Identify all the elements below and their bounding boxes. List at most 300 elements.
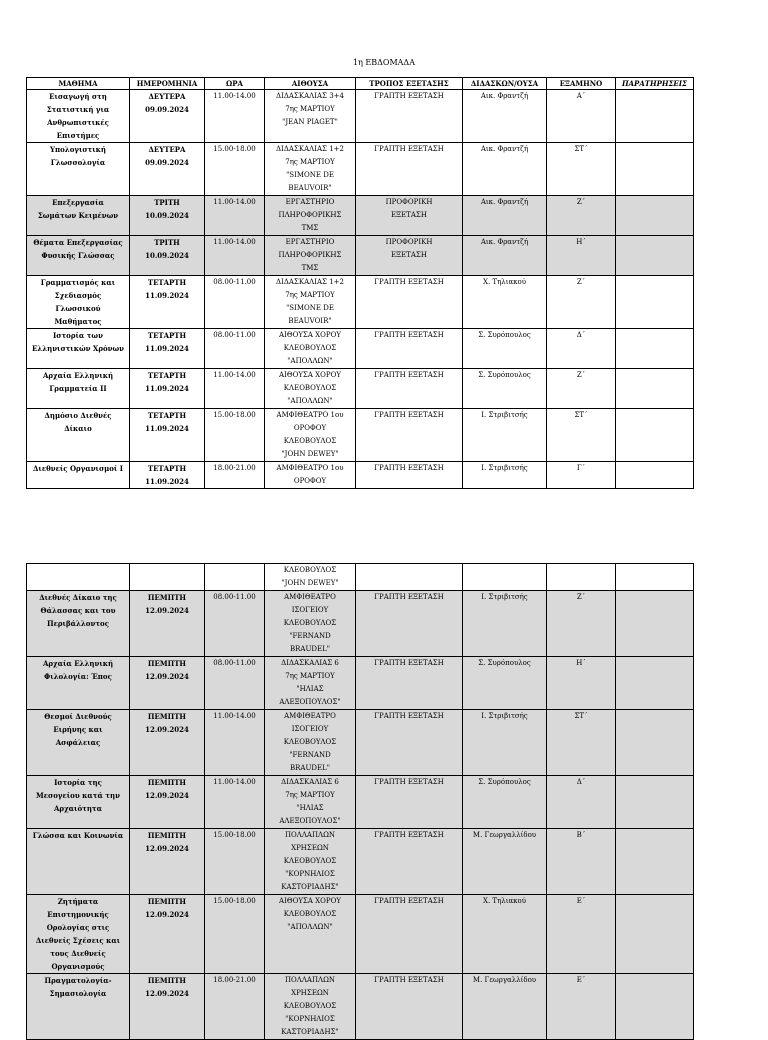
time-cell: 08.00-11.00	[205, 329, 265, 369]
semester-cell: Ε΄	[547, 895, 616, 974]
room-cell-line: "JEAN PIAGET"	[282, 118, 338, 126]
date-cell	[130, 409, 205, 462]
column-header-notes: ΠΑΡΑΤΗΡΗΣΕΙΣ	[616, 78, 694, 90]
date-text: 11.09.2024	[145, 477, 189, 486]
room-cell-line: 7ης ΜΑΡΤΙΟΥ	[285, 791, 335, 799]
room-cell-line: ΑΜΦΙΘΕΑΤΡΟ	[284, 712, 336, 720]
room-cell-line: ΚΛΕΟΒΟΥΛΟΣ	[283, 344, 337, 352]
column-header-date: ΗΜΕΡΟΜΗΝΙΑ	[130, 78, 205, 90]
room-cell-line: BEAUVOIR"	[288, 317, 332, 325]
notes-cell	[616, 369, 694, 409]
room-cell	[265, 829, 356, 895]
notes-cell	[616, 829, 694, 895]
subject-cell-line: Γλώσσα και Κοινωνία	[32, 831, 124, 840]
room-cell-line: ΑΜΦΙΘΕΑΤΡΟ 1ου	[276, 464, 344, 472]
table-row	[27, 564, 694, 591]
table-row	[27, 829, 694, 895]
weekday-text: ΤΕΤΑΡΤΗ	[147, 411, 187, 420]
weekday-text: ΠΕΜΠΤΗ	[147, 778, 187, 787]
table-row	[27, 462, 694, 489]
date-cell	[130, 974, 205, 1040]
room-cell-line: 7ης ΜΑΡΤΙΟΥ	[285, 291, 335, 299]
date-cell	[130, 564, 205, 591]
subject-cell	[27, 369, 130, 409]
exam-mode-cell-line: ΓΡΑΠΤΗ ΕΞΕΤΑΣΗ	[374, 593, 444, 601]
weekday-text: ΠΕΜΠΤΗ	[147, 593, 187, 602]
time-cell: 08.00-11.00	[205, 591, 265, 657]
room-cell-line: ΔΙΔΑΣΚΑΛΙΑΣ 1+2	[276, 278, 344, 286]
room-cell	[265, 329, 356, 369]
column-header-room: ΑΙΘΟΥΣΑ	[265, 78, 356, 90]
table-row	[27, 409, 694, 462]
teacher-cell: Αικ. Φραντζή	[463, 90, 547, 143]
room-cell-line: ΚΛΕΟΒΟΥΛΟΣ	[283, 910, 337, 918]
exam-mode-cell-line: ΓΡΑΠΤΗ ΕΞΕΤΑΣΗ	[374, 92, 444, 100]
room-cell-line: "JOHN DEWEY"	[281, 450, 339, 458]
subject-cell	[27, 564, 130, 591]
subject-cell	[27, 710, 130, 776]
room-cell-line: "ΚΟΡΝΗΛΙΟΣ	[285, 1015, 335, 1023]
time-cell: 18.00-21.00	[205, 974, 265, 1040]
table-row	[27, 329, 694, 369]
room-cell	[265, 369, 356, 409]
time-cell: 11.00-14.00	[205, 710, 265, 776]
semester-cell: Α΄	[547, 90, 616, 143]
date-text: 10.09.2024	[145, 251, 189, 260]
time-cell: 08.00-11.00	[205, 657, 265, 710]
subject-cell-line: Μαθήματος	[54, 317, 102, 326]
time-cell: 11.00-14.00	[205, 196, 265, 236]
room-cell	[265, 236, 356, 276]
subject-cell	[27, 90, 130, 143]
exam-mode-cell-line: ΓΡΑΠΤΗ ΕΞΕΤΑΣΗ	[374, 659, 444, 667]
date-cell	[130, 369, 205, 409]
notes-cell	[616, 895, 694, 974]
subject-cell-line: Αρχαιότητα	[53, 804, 103, 813]
weekday-text: ΔΕΥΤΕΡΑ	[148, 92, 186, 101]
room-cell-line: "ΗΛΙΑΣ	[296, 685, 324, 693]
subject-cell-line: Ανθρωπιστικές	[47, 118, 109, 127]
subject-cell-line: Στατιστική για	[46, 105, 110, 114]
teacher-cell: Σ. Συρόπουλος	[463, 776, 547, 829]
subject-cell-line: Εισαγωγή στη	[49, 92, 107, 101]
date-text: 10.09.2024	[145, 211, 189, 220]
subject-cell	[27, 657, 130, 710]
subject-cell	[27, 329, 130, 369]
teacher-cell: Αικ. Φραντζή	[463, 236, 547, 276]
weekday-text: ΠΕΜΠΤΗ	[147, 897, 187, 906]
subject-cell	[27, 143, 130, 196]
subject-cell-line: Ορολογίας στις	[46, 923, 110, 932]
exam-mode-cell-line: ΓΡΑΠΤΗ ΕΞΕΤΑΣΗ	[374, 331, 444, 339]
room-cell-line: 7ης ΜΑΡΤΙΟΥ	[285, 105, 335, 113]
date-text: 12.09.2024	[145, 989, 189, 998]
table-row	[27, 591, 694, 657]
time-cell: 18.00-21.00	[205, 462, 265, 489]
weekday-text: ΤΕΤΑΡΤΗ	[147, 464, 187, 473]
notes-cell	[616, 462, 694, 489]
table-row	[27, 90, 694, 143]
semester-cell: Β΄	[547, 829, 616, 895]
room-cell-line: ΑΙΘΟΥΣΑ ΧΟΡΟΥ	[279, 897, 341, 905]
exam-mode-cell	[356, 776, 463, 829]
room-cell	[265, 895, 356, 974]
notes-cell	[616, 276, 694, 329]
teacher-cell: Ι. Στριβιτσής	[463, 462, 547, 489]
subject-cell-line: Ειρήνης και	[53, 725, 103, 734]
semester-cell: Ζ΄	[547, 369, 616, 409]
room-cell	[265, 564, 356, 591]
notes-cell	[616, 196, 694, 236]
room-cell-line: "ΑΠΟΛΛΩΝ"	[287, 357, 333, 365]
notes-cell	[616, 409, 694, 462]
subject-cell-line: Γραμματισμός και	[40, 278, 116, 287]
table-header-row	[27, 78, 694, 90]
exam-mode-cell	[356, 90, 463, 143]
semester-cell: Γ΄	[547, 462, 616, 489]
exam-mode-cell-line: ΓΡΑΠΤΗ ΕΞΕΤΑΣΗ	[374, 371, 444, 379]
teacher-cell: Αικ. Φραντζή	[463, 143, 547, 196]
subject-cell-line: Οργανισμούς	[51, 962, 105, 971]
exam-mode-cell-line: ΓΡΑΠΤΗ ΕΞΕΤΑΣΗ	[374, 976, 444, 984]
notes-cell	[616, 657, 694, 710]
semester-cell: Δ΄	[547, 776, 616, 829]
table-row	[27, 276, 694, 329]
date-text: 12.09.2024	[145, 725, 189, 734]
teacher-cell: Μ. Γεωργαλλίδου	[463, 974, 547, 1040]
room-cell-line: ΠΟΛΛΑΠΛΩΝ	[284, 831, 336, 839]
date-text: 12.09.2024	[145, 844, 189, 853]
exam-mode-cell-line: ΓΡΑΠΤΗ ΕΞΕΤΑΣΗ	[374, 712, 444, 720]
exam-mode-cell	[356, 591, 463, 657]
column-header-time: ΩΡΑ	[205, 78, 265, 90]
subject-cell-line: Δίκαιο	[64, 424, 92, 433]
room-cell-line: ΚΛΕΟΒΟΥΛΟΣ	[283, 437, 337, 445]
table-row	[27, 657, 694, 710]
time-cell: 11.00-14.00	[205, 90, 265, 143]
room-cell	[265, 276, 356, 329]
teacher-cell: Ι. Στριβιτσής	[463, 409, 547, 462]
exam-mode-cell	[356, 895, 463, 974]
weekday-text: ΠΕΜΠΤΗ	[147, 712, 187, 721]
date-cell	[130, 710, 205, 776]
exam-mode-cell-line: ΕΞΕΤΑΣΗ	[391, 211, 427, 219]
date-cell	[130, 276, 205, 329]
room-cell-line: ΑΜΦΙΘΕΑΤΡΟ 1ου	[276, 411, 344, 419]
room-cell	[265, 143, 356, 196]
semester-cell: Ζ΄	[547, 276, 616, 329]
exam-mode-cell	[356, 710, 463, 776]
room-cell-line: BRAUDEL"	[290, 645, 330, 653]
date-text: 09.09.2024	[145, 158, 189, 167]
date-text: 12.09.2024	[145, 672, 189, 681]
semester-cell: Ε΄	[547, 974, 616, 1040]
semester-cell: Ζ΄	[547, 591, 616, 657]
room-cell	[265, 90, 356, 143]
subject-cell-line: Ιστορία της	[54, 778, 102, 787]
teacher-cell: Σ. Συρόπουλος	[463, 329, 547, 369]
room-cell-line: ΠΛΗΡΟΦΟΡΙΚΗΣ	[278, 211, 342, 219]
room-cell-line: ΚΑΣΤΟΡΙΑΔΗΣ"	[281, 1028, 339, 1036]
date-cell	[130, 895, 205, 974]
exam-mode-cell	[356, 143, 463, 196]
subject-cell-line: Επιστήμες	[56, 131, 100, 140]
exam-mode-cell	[356, 829, 463, 895]
exam-schedule-table-continued	[26, 563, 694, 1040]
room-cell-line: "JOHN DEWEY"	[281, 579, 339, 587]
room-cell-line: ΚΛΕΟΒΟΥΛΟΣ	[283, 619, 337, 627]
room-cell	[265, 591, 356, 657]
room-cell-line: 7ης ΜΑΡΤΙΟΥ	[285, 158, 335, 166]
subject-cell	[27, 196, 130, 236]
subject-cell	[27, 462, 130, 489]
weekday-text: ΠΕΜΠΤΗ	[147, 976, 187, 985]
column-header-semester: ΕΞΑΜΗΝΟ	[547, 78, 616, 90]
subject-cell	[27, 895, 130, 974]
exam-mode-cell-line: ΕΞΕΤΑΣΗ	[391, 251, 427, 259]
subject-cell-line: Θεσμοί Διεθνούς	[44, 712, 112, 721]
room-cell-line: ΧΡΗΣΕΩΝ	[291, 989, 329, 997]
room-cell-line: ΤΜΣ	[301, 224, 319, 232]
subject-cell	[27, 974, 130, 1040]
date-text: 11.09.2024	[145, 384, 189, 393]
room-cell-line: BRAUDEL"	[290, 764, 330, 772]
room-cell-line: ΚΛΕΟΒΟΥΛΟΣ	[283, 1002, 337, 1010]
semester-cell: Η΄	[547, 657, 616, 710]
time-cell: 15.00-18.00	[205, 143, 265, 196]
subject-cell-line: Φιλολογία: Έπος	[44, 672, 112, 681]
exam-mode-cell	[356, 369, 463, 409]
room-cell-line: ΑΛΕΞΟΠΟΥΛΟΣ"	[279, 698, 341, 706]
subject-cell-line: Σχεδιασμός	[54, 291, 102, 300]
room-cell-line: ΙΣΟΓΕΙΟΥ	[291, 725, 329, 733]
weekday-text: ΤΕΤΑΡΤΗ	[147, 331, 187, 340]
weekday-text: ΠΕΜΠΤΗ	[147, 831, 187, 840]
room-cell	[265, 657, 356, 710]
exam-mode-cell-line: ΠΡΟΦΟΡΙΚΗ	[385, 238, 433, 246]
room-cell	[265, 710, 356, 776]
exam-mode-cell	[356, 657, 463, 710]
column-header-teacher: ΔΙΔΑΣΚΩΝ/ΟΥΣΑ	[463, 78, 547, 90]
notes-cell	[616, 591, 694, 657]
exam-mode-cell	[356, 329, 463, 369]
weekday-text: ΔΕΥΤΕΡΑ	[148, 145, 186, 154]
table-row	[27, 196, 694, 236]
room-cell-line: ΚΛΕΟΒΟΥΛΟΣ	[283, 857, 337, 865]
table-row	[27, 143, 694, 196]
subject-cell-line: Μεσογείου κατά την	[36, 791, 120, 800]
exam-mode-cell	[356, 409, 463, 462]
date-cell	[130, 143, 205, 196]
table-row	[27, 776, 694, 829]
date-cell	[130, 591, 205, 657]
room-cell-line: ΟΡΟΦΟΥ	[293, 477, 327, 485]
room-cell-line: ΠΟΛΛΑΠΛΩΝ	[284, 976, 336, 984]
exam-mode-cell	[356, 564, 463, 591]
exam-mode-cell-line: ΓΡΑΠΤΗ ΕΞΕΤΑΣΗ	[374, 897, 444, 905]
semester-cell: ΣΤ΄	[547, 710, 616, 776]
room-cell	[265, 196, 356, 236]
room-cell-line: ΚΛΕΟΒΟΥΛΟΣ	[283, 566, 337, 574]
subject-cell-line: Σημασιολογία	[49, 989, 107, 998]
subject-cell-line: Θέματα Επεξεργασίας	[33, 238, 123, 247]
subject-cell-line: Επιστημονικής	[47, 910, 109, 919]
date-cell	[130, 657, 205, 710]
room-cell-line: ΚΑΣΤΟΡΙΑΔΗΣ"	[281, 883, 339, 891]
weekday-text: ΤΡΙΤΗ	[154, 238, 180, 247]
subject-cell-line: Επεξεργασία	[52, 198, 104, 207]
time-cell: 08.00-11.00	[205, 276, 265, 329]
room-cell-line: "ΑΠΟΛΛΩΝ"	[287, 397, 333, 405]
teacher-cell: Χ. Τηλιακού	[463, 895, 547, 974]
room-cell	[265, 462, 356, 489]
subject-cell-line: τους Διεθνείς	[50, 949, 106, 958]
room-cell-line: ΔΙΔΑΣΚΑΛΙΑΣ 3+4	[276, 92, 344, 100]
subject-cell-line: Περιβάλλοντος	[47, 619, 109, 628]
date-text: 12.09.2024	[145, 606, 189, 615]
subject-cell	[27, 409, 130, 462]
teacher-cell: Σ. Συρόπουλος	[463, 657, 547, 710]
exam-mode-cell-line: ΓΡΑΠΤΗ ΕΞΕΤΑΣΗ	[374, 778, 444, 786]
subject-cell-line: Γραμματεία ΙΙ	[49, 384, 107, 393]
weekday-text: ΤΕΤΑΡΤΗ	[147, 371, 187, 380]
notes-cell	[616, 710, 694, 776]
room-cell-line: ΑΛΕΞΟΠΟΥΛΟΣ"	[279, 817, 341, 825]
date-text: 12.09.2024	[145, 910, 189, 919]
date-cell	[130, 236, 205, 276]
date-cell	[130, 196, 205, 236]
room-cell-line: ΑΜΦΙΘΕΑΤΡΟ	[284, 593, 336, 601]
date-text: 11.09.2024	[145, 291, 189, 300]
notes-cell	[616, 143, 694, 196]
teacher-cell: Σ. Συρόπουλος	[463, 369, 547, 409]
room-cell-line: "FERNAND	[289, 751, 331, 759]
semester-cell: ΣΤ΄	[547, 143, 616, 196]
weekday-text: ΠΕΜΠΤΗ	[147, 659, 187, 668]
table-row	[27, 236, 694, 276]
room-cell-line: "ΑΠΟΛΛΩΝ"	[287, 923, 333, 931]
exam-mode-cell	[356, 276, 463, 329]
notes-cell	[616, 90, 694, 143]
table-body	[27, 564, 694, 1040]
room-cell-line: ΕΡΓΑΣΤΗΡΙΟ	[285, 238, 335, 246]
room-cell-line: ΚΛΕΟΒΟΥΛΟΣ	[283, 384, 337, 392]
time-cell: 15.00-18.00	[205, 895, 265, 974]
table-row	[27, 369, 694, 409]
exam-mode-cell-line: ΓΡΑΠΤΗ ΕΞΕΤΑΣΗ	[374, 831, 444, 839]
exam-mode-cell-line: ΓΡΑΠΤΗ ΕΞΕΤΑΣΗ	[374, 145, 444, 153]
exam-schedule-table	[26, 77, 694, 489]
notes-cell	[616, 974, 694, 1040]
exam-mode-cell-line: ΓΡΑΠΤΗ ΕΞΕΤΑΣΗ	[374, 464, 444, 472]
teacher-cell: Αικ. Φραντζή	[463, 196, 547, 236]
room-cell-line: ΤΜΣ	[301, 264, 319, 272]
date-text: 11.09.2024	[145, 424, 189, 433]
table-body	[27, 90, 694, 489]
document-title: 1η ΕΒΔΟΜΑΔΑ	[352, 58, 415, 67]
subject-cell-line: Γλωσσικού	[55, 304, 101, 313]
exam-mode-cell	[356, 196, 463, 236]
room-cell-line: ΙΣΟΓΕΙΟΥ	[291, 606, 329, 614]
semester-cell: Ζ΄	[547, 196, 616, 236]
subject-cell-line: Ασφάλειας	[55, 738, 101, 747]
room-cell-line: "FERNAND	[289, 632, 331, 640]
subject-cell-line: Θάλασσας και του	[40, 606, 116, 615]
exam-mode-cell	[356, 462, 463, 489]
room-cell	[265, 409, 356, 462]
subject-cell-line: Διεθνείς Σχέσεις και	[35, 936, 121, 945]
exam-mode-cell	[356, 974, 463, 1040]
table-row	[27, 710, 694, 776]
column-header-subject: ΜΑΘΗΜΑ	[27, 78, 130, 90]
semester-cell	[547, 564, 616, 591]
subject-cell	[27, 829, 130, 895]
room-cell-line: "SIMONE DE	[286, 304, 334, 312]
teacher-cell: Ι. Στριβιτσής	[463, 710, 547, 776]
subject-cell	[27, 776, 130, 829]
room-cell-line: ΑΙΘΟΥΣΑ ΧΟΡΟΥ	[279, 371, 341, 379]
column-header-exam-mode: ΤΡΟΠΟΣ ΕΞΕΤΑΣΗΣ	[356, 78, 463, 90]
date-text: 12.09.2024	[145, 791, 189, 800]
exam-mode-cell-line: ΓΡΑΠΤΗ ΕΞΕΤΑΣΗ	[374, 278, 444, 286]
teacher-cell: Ι. Στριβιτσής	[463, 591, 547, 657]
subject-cell-line: Ελληνιστικών Χρόνων	[31, 344, 125, 353]
teacher-cell: Χ. Τηλιακού	[463, 276, 547, 329]
subject-cell	[27, 236, 130, 276]
weekday-text: ΤΡΙΤΗ	[154, 198, 180, 207]
notes-cell	[616, 329, 694, 369]
time-cell: 11.00-14.00	[205, 369, 265, 409]
date-cell	[130, 776, 205, 829]
room-cell-line: ΔΙΔΑΣΚΑΛΙΑΣ 1+2	[276, 145, 344, 153]
subject-cell-line: Φυσικής Γλώσσας	[41, 251, 115, 260]
teacher-cell: Μ. Γεωργαλλίδου	[463, 829, 547, 895]
subject-cell-line: Διεθνείς Οργανισμοί Ι	[33, 464, 123, 473]
subject-cell-line: Πραγματολογία-	[44, 976, 112, 985]
semester-cell: Η΄	[547, 236, 616, 276]
time-cell: 15.00-18.00	[205, 829, 265, 895]
subject-cell-line: Γλωσσολογία	[50, 158, 106, 167]
room-cell	[265, 776, 356, 829]
subject-cell	[27, 276, 130, 329]
subject-cell-line: Σωμάτων Κειμένων	[37, 211, 119, 220]
subject-cell-line: Υπολογιστική	[50, 145, 106, 154]
date-cell	[130, 462, 205, 489]
teacher-cell	[463, 564, 547, 591]
notes-cell	[616, 776, 694, 829]
room-cell-line: ΕΡΓΑΣΤΗΡΙΟ	[285, 198, 335, 206]
exam-mode-cell-line: ΓΡΑΠΤΗ ΕΞΕΤΑΣΗ	[374, 411, 444, 419]
subject-cell	[27, 591, 130, 657]
subject-cell-line: Ζητήματα	[57, 897, 99, 906]
weekday-text: ΤΕΤΑΡΤΗ	[147, 278, 187, 287]
time-cell	[205, 564, 265, 591]
exam-mode-cell-line: ΠΡΟΦΟΡΙΚΗ	[385, 198, 433, 206]
notes-cell	[616, 564, 694, 591]
date-cell	[130, 829, 205, 895]
room-cell-line: "ΚΟΡΝΗΛΙΟΣ	[285, 870, 335, 878]
room-cell-line: ΠΛΗΡΟΦΟΡΙΚΗΣ	[278, 251, 342, 259]
date-text: 11.09.2024	[145, 344, 189, 353]
subject-cell-line: Αρχαία Ελληνική	[42, 659, 114, 668]
notes-cell	[616, 236, 694, 276]
subject-cell-line: Δημόσιο Διεθνές	[44, 411, 112, 420]
room-cell-line: "ΗΛΙΑΣ	[296, 804, 324, 812]
time-cell: 11.00-14.00	[205, 776, 265, 829]
subject-cell-line: Ιστορία των	[53, 331, 103, 340]
table-row	[27, 895, 694, 974]
subject-cell-line: Αρχαία Ελληνική	[42, 371, 114, 380]
